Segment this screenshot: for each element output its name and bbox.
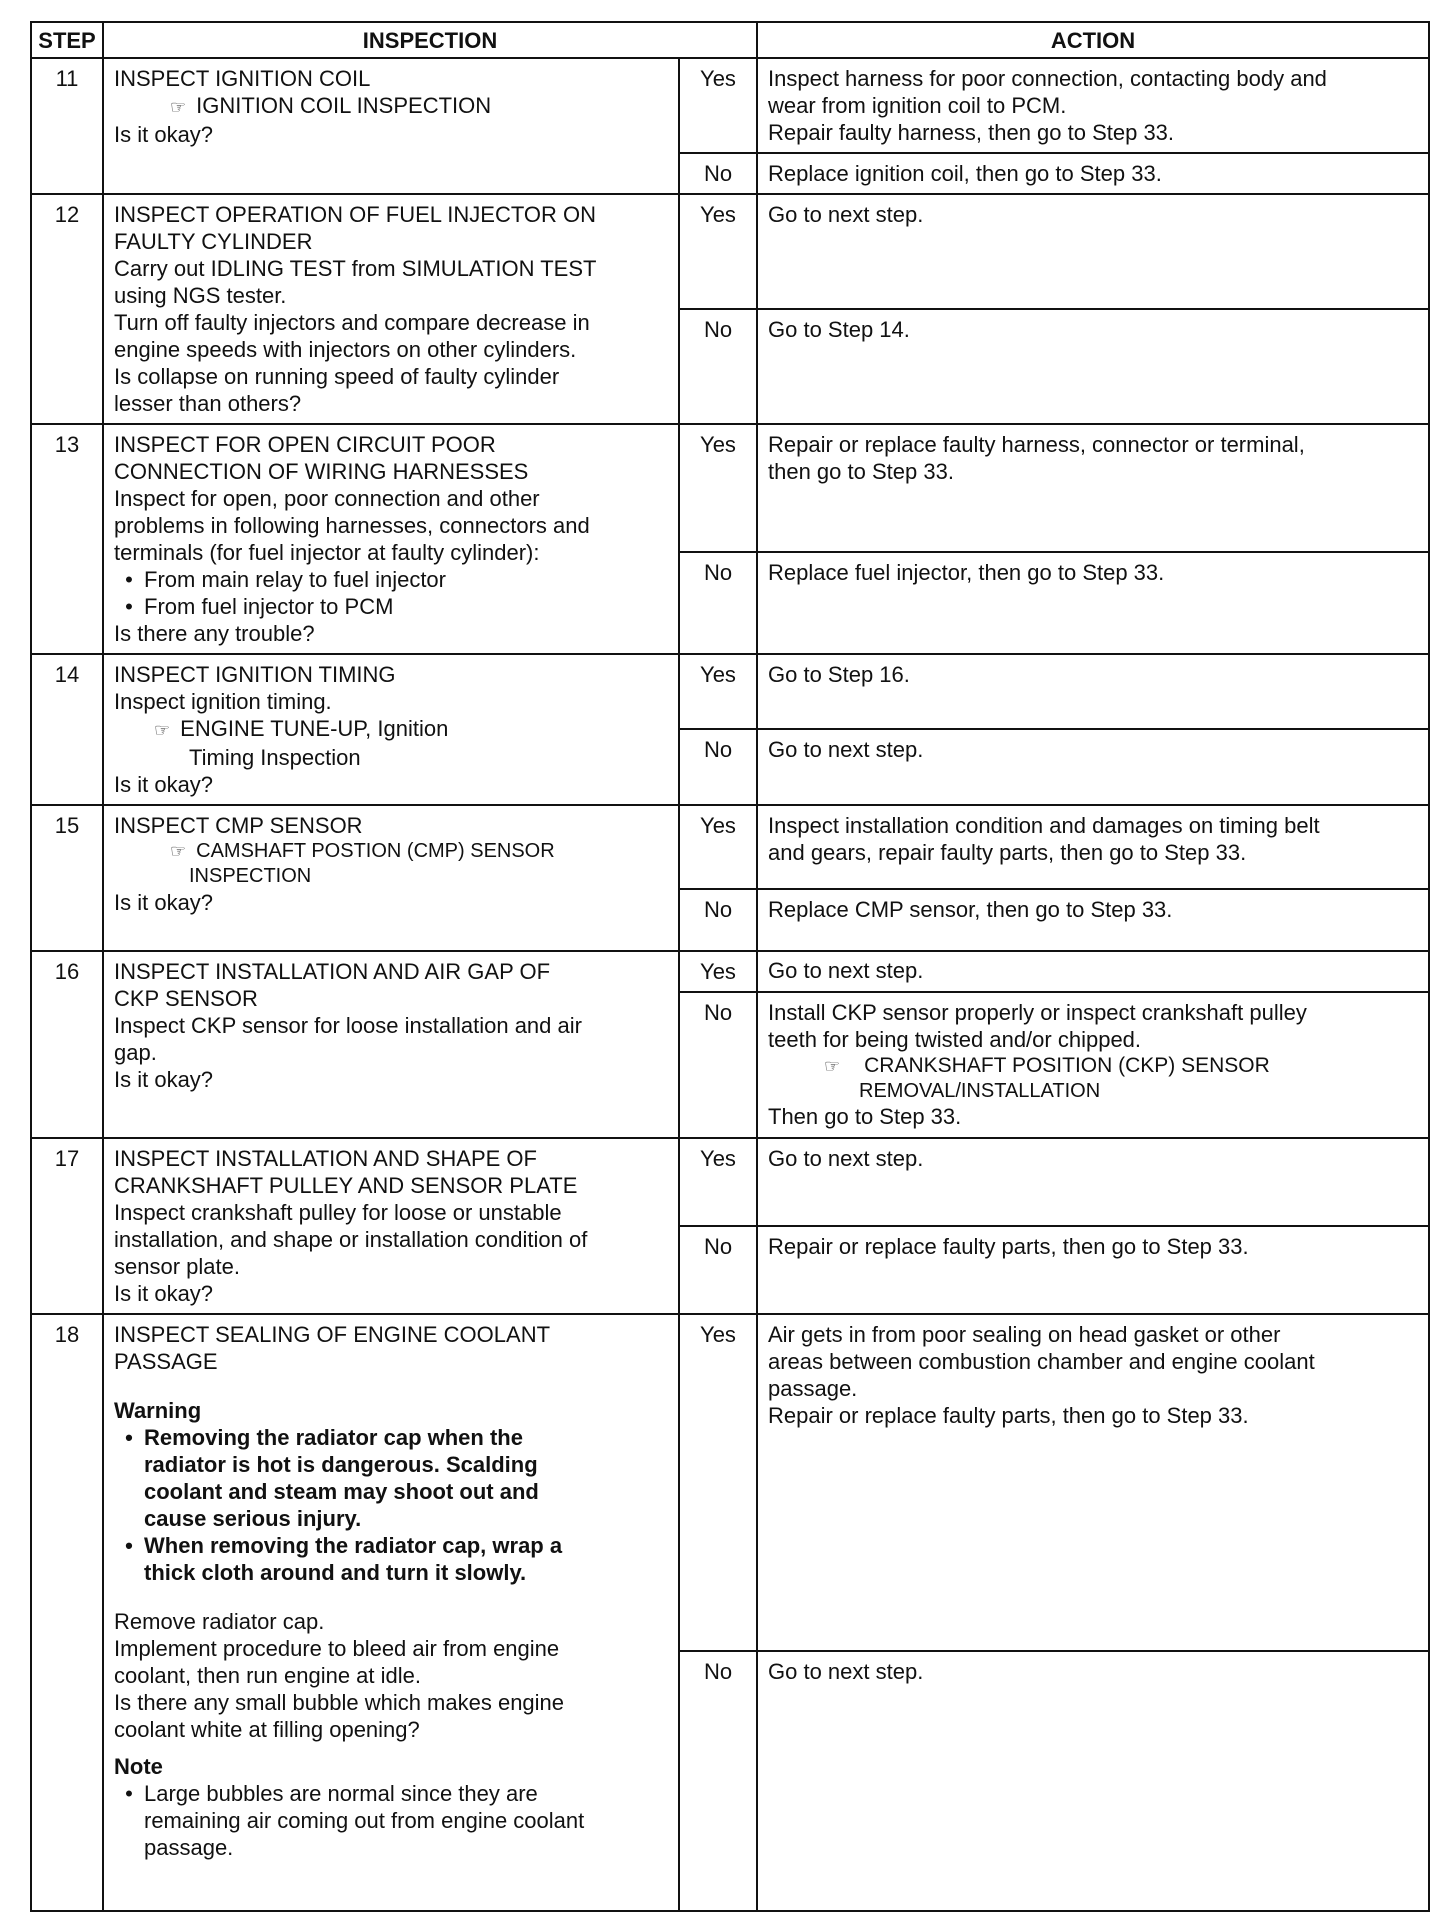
no-action xyxy=(757,889,1429,951)
no-action xyxy=(757,153,1429,194)
action-line: Go to next step. xyxy=(768,202,924,227)
inspection-line: INSPECT OPERATION OF FUEL INJECTOR ON xyxy=(114,202,597,227)
inspection-line: FAULTY CYLINDER xyxy=(114,229,313,254)
action-line: wear from ignition coil to PCM. xyxy=(768,93,1067,118)
no-label: No xyxy=(679,153,757,194)
inspection-line: Implement procedure to bleed air from engine xyxy=(114,1636,560,1661)
action-line: teeth for being twisted and/or chipped. xyxy=(768,1027,1142,1052)
yes-action xyxy=(757,1138,1429,1226)
step-number: 17 xyxy=(31,1138,103,1314)
inspection-line: coolant white at filling opening? xyxy=(114,1717,420,1742)
inspection-line: INSPECT FOR OPEN CIRCUIT POOR xyxy=(114,432,496,457)
inspection-question: Is it okay? xyxy=(114,772,214,797)
bullet-dot-icon: • xyxy=(125,567,133,592)
step-number: 16 xyxy=(31,951,103,1138)
warning-line: coolant and steam may shoot out and xyxy=(144,1479,539,1504)
inspection-cell xyxy=(103,58,679,194)
bullet-dot-icon: • xyxy=(125,1425,133,1450)
inspection-line: Is there any small bubble which makes engine xyxy=(114,1690,565,1715)
table-row xyxy=(31,951,1429,992)
reference-link: CAMSHAFT POSTION (CMP) SENSOR xyxy=(196,840,555,862)
action-line: Go to next step. xyxy=(768,958,924,983)
inspection-line: Remove radiator cap. xyxy=(114,1609,325,1634)
warning-line: radiator is hot is dangerous. Scalding xyxy=(144,1452,538,1477)
inspection-line: terminals (for fuel injector at faulty cylinder): xyxy=(114,540,540,565)
action-line: and gears, repair faulty parts, then go to Step 33. xyxy=(768,840,1247,865)
inspection-title: INSPECT IGNITION COIL xyxy=(114,66,371,91)
inspection-line: sensor plate. xyxy=(114,1254,240,1279)
action-line: Go to next step. xyxy=(768,1146,924,1171)
inspection-cell xyxy=(103,1314,679,1911)
header-step: STEP xyxy=(31,22,103,58)
reference-pointer-icon: ☞ xyxy=(154,720,171,740)
step-number: 18 xyxy=(31,1314,103,1911)
reference-link-cont: REMOVAL/INSTALLATION xyxy=(859,1080,1101,1102)
bullet-item xyxy=(114,566,668,593)
header-action: ACTION xyxy=(757,22,1429,58)
table-row xyxy=(31,1138,1429,1226)
inspection-line: Is collapse on running speed of faulty cylinder xyxy=(114,364,560,389)
inspection-line: gap. xyxy=(114,1040,157,1065)
reference-link: CRANKSHAFT POSITION (CKP) SENSOR xyxy=(864,1054,1270,1077)
bullet-dot-icon: • xyxy=(125,1781,133,1806)
no-label: No xyxy=(679,729,757,805)
action-line: Repair or replace faulty harness, connector or terminal, xyxy=(768,432,1305,457)
inspection-line: INSPECT SEALING OF ENGINE COOLANT xyxy=(114,1322,551,1347)
reference-link: ENGINE TUNE-UP, Ignition xyxy=(180,716,449,741)
no-label: No xyxy=(679,992,757,1138)
inspection-title: INSPECT CMP SENSOR xyxy=(114,813,363,838)
yes-label: Yes xyxy=(679,951,757,992)
inspection-line: Inspect ignition timing. xyxy=(114,689,332,714)
inspection-cell xyxy=(103,194,679,424)
action-line: Go to next step. xyxy=(768,736,924,762)
table-row xyxy=(31,654,1429,729)
reference-pointer-icon: ☞ xyxy=(170,97,187,117)
no-label: No xyxy=(679,1226,757,1314)
yes-action xyxy=(757,194,1429,309)
no-action xyxy=(757,729,1429,805)
bullet-dot-icon: • xyxy=(125,1533,133,1558)
inspection-cell xyxy=(103,805,679,951)
inspection-line: CRANKSHAFT PULLEY AND SENSOR PLATE xyxy=(114,1173,578,1198)
action-line: then go to Step 33. xyxy=(768,459,954,484)
yes-label: Yes xyxy=(679,424,757,552)
inspection-line: engine speeds with injectors on other cylinders. xyxy=(114,337,577,362)
step-number: 13 xyxy=(31,424,103,654)
no-action xyxy=(757,309,1429,424)
inspection-cell xyxy=(103,424,679,654)
inspection-line: Inspect CKP sensor for loose installation and air xyxy=(114,1013,582,1038)
inspection-cell xyxy=(103,654,679,805)
warning-item xyxy=(114,1424,668,1451)
reference-link-cont: INSPECTION xyxy=(189,865,312,887)
action-line: Install CKP sensor properly or inspect crankshaft pulley xyxy=(768,1000,1307,1025)
inspection-question: Is it okay? xyxy=(114,890,214,915)
warning-line: cause serious injury. xyxy=(144,1506,362,1531)
reference-link: IGNITION COIL INSPECTION xyxy=(196,93,492,118)
yes-label: Yes xyxy=(679,194,757,309)
header-inspection: INSPECTION xyxy=(103,22,757,58)
reference-link-cont: Timing Inspection xyxy=(189,745,361,770)
inspection-line: Is it okay? xyxy=(114,1067,214,1092)
action-line: Inspect harness for poor connection, contacting body and xyxy=(768,66,1327,91)
inspection-title: INSPECT IGNITION TIMING xyxy=(114,662,396,687)
action-line: Air gets in from poor sealing on head gasket or other xyxy=(768,1322,1281,1347)
reference-pointer-icon: ☞ xyxy=(824,1056,841,1076)
note-heading: Note xyxy=(114,1754,163,1779)
no-label: No xyxy=(679,309,757,424)
inspection-question: Is there any trouble? xyxy=(114,621,315,646)
bullet-item xyxy=(114,593,668,620)
reference-pointer-icon: ☞ xyxy=(170,841,187,861)
warning-heading: Warning xyxy=(114,1398,202,1423)
inspection-line: CONNECTION OF WIRING HARNESSES xyxy=(114,459,529,484)
inspection-line: coolant, then run engine at idle. xyxy=(114,1663,422,1688)
note-line: Large bubbles are normal since they are xyxy=(144,1781,538,1806)
yes-label: Yes xyxy=(679,654,757,729)
action-line: Inspect installation condition and damages on timing belt xyxy=(768,813,1320,838)
inspection-line: problems in following harnesses, connectors and xyxy=(114,513,590,538)
step-number: 11 xyxy=(31,58,103,194)
no-action xyxy=(757,1226,1429,1314)
yes-label: Yes xyxy=(679,1314,757,1651)
action-line: areas between combustion chamber and engine coolant xyxy=(768,1349,1315,1374)
inspection-line: Turn off faulty injectors and compare decrease in xyxy=(114,310,590,335)
no-action xyxy=(757,552,1429,654)
action-line: Replace CMP sensor, then go to Step 33. xyxy=(768,897,1173,922)
action-line: Go to Step 16. xyxy=(768,662,910,687)
inspection-line: using NGS tester. xyxy=(114,283,287,308)
table-row xyxy=(31,58,1429,153)
action-line: Go to next step. xyxy=(768,1659,924,1684)
action-line: passage. xyxy=(768,1376,858,1401)
no-label: No xyxy=(679,889,757,951)
no-action xyxy=(757,1651,1429,1911)
action-line: Repair or replace faulty parts, then go to Step 33. xyxy=(768,1403,1249,1428)
header-row xyxy=(31,22,1429,58)
inspection-line: INSPECT INSTALLATION AND SHAPE OF xyxy=(114,1146,537,1171)
warning-line: Removing the radiator cap when the xyxy=(144,1425,523,1450)
note-item xyxy=(114,1780,668,1807)
action-line: Replace fuel injector, then go to Step 33. xyxy=(768,559,1165,585)
inspection-line: Carry out IDLING TEST from SIMULATION TEST xyxy=(114,256,597,281)
inspection-line: INSPECT INSTALLATION AND AIR GAP OF xyxy=(114,959,551,984)
warning-line: thick cloth around and turn it slowly. xyxy=(144,1560,527,1585)
yes-action xyxy=(757,1314,1429,1651)
step-number: 12 xyxy=(31,194,103,424)
no-label: No xyxy=(679,552,757,654)
inspection-line: PASSAGE xyxy=(114,1349,218,1374)
bullet-dot-icon: • xyxy=(125,594,133,619)
no-action xyxy=(757,992,1429,1138)
table-row xyxy=(31,805,1429,889)
action-line: Go to Step 14. xyxy=(768,317,910,342)
diagnostic-table xyxy=(30,21,1430,1912)
yes-action xyxy=(757,654,1429,729)
yes-label: Yes xyxy=(679,1138,757,1226)
inspection-line: lesser than others? xyxy=(114,391,302,416)
action-line: Then go to Step 33. xyxy=(768,1104,962,1129)
table-row xyxy=(31,1314,1429,1651)
action-line: Repair or replace faulty parts, then go to Step 33. xyxy=(768,1234,1249,1259)
inspection-line: Inspect for open, poor connection and other xyxy=(114,486,540,511)
inspection-question: Is it okay? xyxy=(114,122,214,147)
yes-label: Yes xyxy=(679,58,757,153)
yes-action xyxy=(757,424,1429,552)
note-line: remaining air coming out from engine coolant xyxy=(144,1808,585,1833)
yes-action xyxy=(757,58,1429,153)
yes-action xyxy=(757,951,1429,992)
bullet-text: From fuel injector to PCM xyxy=(144,594,394,619)
inspection-cell xyxy=(103,951,679,1138)
note-line: passage. xyxy=(144,1835,234,1860)
table-row xyxy=(31,424,1429,552)
inspection-line: Inspect crankshaft pulley for loose or unstable xyxy=(114,1200,562,1225)
inspection-line: Is it okay? xyxy=(114,1281,214,1306)
warning-item xyxy=(114,1532,668,1559)
bullet-text: From main relay to fuel injector xyxy=(144,567,446,592)
table-row xyxy=(31,194,1429,309)
inspection-cell xyxy=(103,1138,679,1314)
action-line: Repair faulty harness, then go to Step 33. xyxy=(768,120,1175,145)
step-number: 15 xyxy=(31,805,103,951)
no-label: No xyxy=(679,1651,757,1911)
yes-action xyxy=(757,805,1429,889)
yes-label: Yes xyxy=(679,805,757,889)
step-number: 14 xyxy=(31,654,103,805)
inspection-line: CKP SENSOR xyxy=(114,986,258,1011)
inspection-line: installation, and shape or installation condition of xyxy=(114,1227,588,1252)
warning-line: When removing the radiator cap, wrap a xyxy=(144,1533,563,1558)
action-line: Replace ignition coil, then go to Step 33. xyxy=(768,161,1162,186)
